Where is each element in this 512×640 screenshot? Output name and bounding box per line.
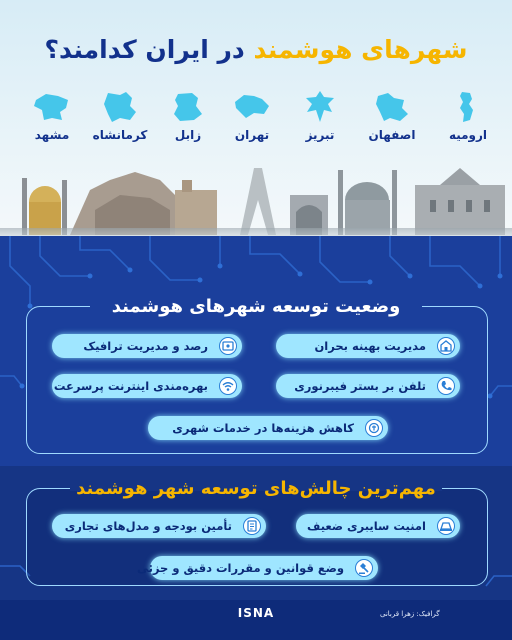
tehran-map-icon [232,90,272,124]
isna-logo: ISNA [237,606,275,620]
city-label-zabol: زابل [174,128,202,142]
section-title-challenges: مهم‌ترین چالش‌های توسعه شهر هوشمند [76,478,436,499]
wifi-icon [219,377,237,395]
monuments-skyline-image [0,150,512,240]
item-budget-business-models: تأمین بودجه و مدل‌های تجاری [52,514,266,538]
section-title-development: وضعیت توسعه شهرهای هوشمند [111,296,401,317]
tabriz-map-icon [300,90,340,124]
cost-reduction-icon [365,419,383,437]
mashhad-map-icon [32,90,72,124]
fiber-phone-icon [437,377,455,395]
title-highlight: شهرهای هوشمند [253,35,468,64]
title-rest: در ایران کدامند؟ [44,35,245,64]
graphic-credit: گرافیک: زهرا قربانی [380,610,440,618]
crisis-building-icon [437,337,455,355]
item-crisis-management: مدیریت بهینه بحران [276,334,460,358]
city-label-mashhad: مشهد [34,128,70,142]
city-label-tehran: تهران [234,128,270,142]
item-cost-reduction: کاهش هزینه‌ها در خدمات شهری [148,416,388,440]
item-weak-cybersecurity: امنیت سایبری ضعیف [296,514,460,538]
zabol-map-icon [168,90,208,124]
cybersecurity-icon [437,517,455,535]
urmia-map-icon [448,90,488,124]
regulation-gavel-icon [355,559,373,577]
traffic-monitor-icon [219,337,237,355]
kermanshah-map-icon [100,90,140,124]
city-label-isfahan: اصفهان [368,128,416,142]
isfahan-map-icon [372,90,412,124]
budget-document-icon [243,517,261,535]
item-traffic-monitoring: رصد و مدیریت ترافیک [52,334,242,358]
item-fiber-phone: تلفن بر بستر فیبرنوری [276,374,460,398]
item-laws-regulations: وضع قوانین و مقررات دقیق و جزئی [150,556,378,580]
city-label-urmia: ارومیه [448,128,488,142]
item-high-speed-internet: بهره‌مندی اینترنت پرسرعت [52,374,242,398]
page-title [30,30,482,70]
city-label-tabriz: تبریز [305,128,335,142]
city-label-kermanshah: کرمانشاه [92,128,148,142]
